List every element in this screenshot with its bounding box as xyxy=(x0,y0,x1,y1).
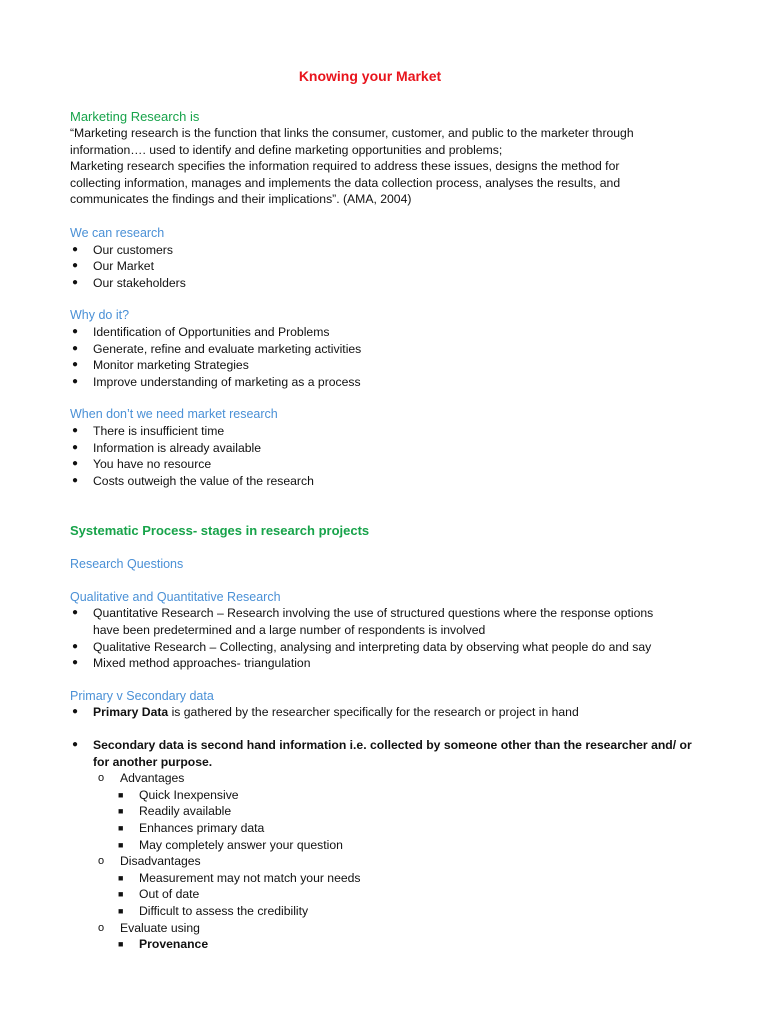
list-item: ■ May completely answer your question xyxy=(118,837,343,852)
list-disadvantages xyxy=(70,870,710,920)
circle-bullet-icon: o xyxy=(98,855,105,868)
bullet-icon: ● xyxy=(72,458,79,470)
list-item: ● There is insufficient time xyxy=(72,423,225,438)
bullet-icon: ● xyxy=(72,325,79,337)
list-advantages xyxy=(70,787,710,853)
circle-bullet-icon: o xyxy=(98,772,105,785)
bullet-icon: ● xyxy=(72,706,79,718)
list-when-dont xyxy=(70,423,710,489)
list-item: ● Generate, refine and evaluate marketing activities xyxy=(72,341,362,356)
bullet-icon: ● xyxy=(72,424,79,436)
bullet-icon: ● xyxy=(72,342,79,354)
list-secondary xyxy=(70,737,710,770)
list-item: ● You have no resource xyxy=(72,457,212,472)
list-item: ● Identification of Opportunities and Problems xyxy=(72,324,330,339)
heading-when-dont: When don’t we need market research xyxy=(70,407,278,422)
list-item: ■ Readily available xyxy=(118,804,232,819)
square-bullet-icon: ■ xyxy=(118,889,124,900)
list-item: ■ Provenance xyxy=(118,937,209,952)
quote-line: communicates the findings and their implications”. (AMA, 2004) xyxy=(70,192,412,207)
list-item: ● Costs outweigh the value of the research xyxy=(72,473,314,488)
list-item: o Disadvantages xyxy=(98,854,201,869)
list-item: ● Improve understanding of marketing as a process xyxy=(72,374,361,389)
list-item: ● Qualitative Research – Collecting, analysing and interpreting data by observing what people do and say xyxy=(72,639,652,654)
list-item: ■ Measurement may not match your needs xyxy=(118,870,361,885)
quote-line: collecting information, manages and implements the data collection process, analyses the results, and xyxy=(70,175,621,190)
list-qual-quant xyxy=(70,605,710,671)
list-item: ● Monitor marketing Strategies xyxy=(72,358,249,373)
bullet-icon: ● xyxy=(72,474,79,486)
heading-we-can-research: We can research xyxy=(70,225,165,240)
document-page xyxy=(70,66,710,953)
bullet-icon: ● xyxy=(72,243,79,255)
heading-why-do-it: Why do it? xyxy=(70,308,130,323)
list-evaluate-group xyxy=(70,920,710,937)
bullet-icon: ● xyxy=(72,640,79,652)
square-bullet-icon: ■ xyxy=(118,839,124,850)
heading-marketing-research: Marketing Research is xyxy=(70,109,200,124)
list-item: ● Our stakeholders xyxy=(72,275,186,290)
list-item: ■ Enhances primary data xyxy=(118,821,265,835)
list-we-can-research xyxy=(70,242,710,292)
bullet-icon: ● xyxy=(72,657,79,669)
quote-line: information…. used to identify and define marketing opportunities and problems; xyxy=(70,142,503,157)
bullet-icon: ● xyxy=(72,359,79,371)
bullet-icon: ● xyxy=(72,375,79,387)
list-item: ● Our Market xyxy=(72,259,154,274)
list-item: ● Information is already available xyxy=(72,440,262,455)
list-item: ■ Quick Inexpensive xyxy=(118,787,239,802)
list-why-do-it xyxy=(70,324,710,390)
list-item: ● Quantitative Research – Research involving the use of structured questions where the response options have been predetermined and a large number of respondents is involved xyxy=(72,606,654,638)
list-item: ● Our customers xyxy=(72,242,173,257)
list-item: ● Mixed method approaches- triangulation xyxy=(72,656,311,671)
bullet-icon: ● xyxy=(72,739,79,751)
heading-research-questions: Research Questions xyxy=(70,557,184,572)
bullet-icon: ● xyxy=(72,260,79,272)
page-title: Knowing your Market xyxy=(298,68,442,84)
bullet-icon: ● xyxy=(72,276,79,288)
square-bullet-icon: ■ xyxy=(118,939,124,950)
list-primary xyxy=(70,704,710,721)
list-disadvantages-group xyxy=(70,853,710,870)
list-item: ■ Out of date xyxy=(118,887,200,902)
square-bullet-icon: ■ xyxy=(118,806,124,817)
square-bullet-icon: ■ xyxy=(118,823,124,833)
square-bullet-icon: ■ xyxy=(118,789,124,800)
list-advantages-group xyxy=(70,770,710,787)
square-bullet-icon: ■ xyxy=(118,872,124,883)
quote-line: Marketing research specifies the information required to address these issues, designs the method for xyxy=(70,159,620,174)
bullet-icon: ● xyxy=(72,441,79,453)
list-item: ● Secondary data is second hand information i.e. collected by someone other than the researcher and/ or for another purpose. xyxy=(72,738,692,769)
list-item: ■ Difficult to assess the credibility xyxy=(118,903,309,918)
heading-qual-quant: Qualitative and Quantitative Research xyxy=(70,589,281,604)
list-evaluate xyxy=(70,936,710,953)
bullet-icon: ● xyxy=(72,607,79,619)
heading-systematic-process: Systematic Process- stages in research projects xyxy=(70,523,370,539)
circle-bullet-icon: o xyxy=(98,921,105,934)
quote-line: “Marketing research is the function that links the consumer, customer, and public to the marketer through xyxy=(70,126,634,140)
square-bullet-icon: ■ xyxy=(118,905,124,916)
list-item: o Advantages xyxy=(98,771,185,786)
heading-primary-secondary: Primary v Secondary data xyxy=(70,688,214,703)
list-item: o Evaluate using xyxy=(98,920,200,935)
list-item: ● Primary Data is gathered by the researcher specifically for the research or project in hand xyxy=(72,705,579,720)
